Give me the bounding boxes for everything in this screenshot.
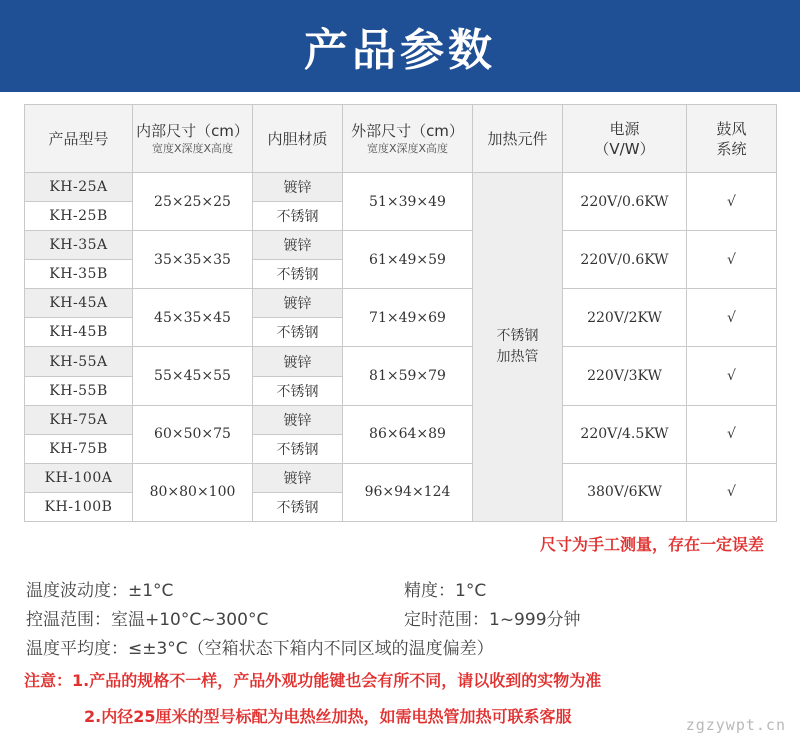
liner-material-cell: 镀锌: [253, 405, 343, 434]
outer-size-cell: 61×49×59: [343, 231, 473, 289]
outer-size-cell: 51×39×49: [343, 173, 473, 231]
liner-material-cell: 不锈钢: [253, 202, 343, 231]
spec-uniformity: 温度平均度：≤±3°C（空箱状态下箱内不同区域的温度偏差）: [26, 639, 494, 659]
model-cell: KH-35A: [25, 231, 133, 260]
inner-size-cell: 45×35×45: [133, 289, 253, 347]
title-banner: [0, 0, 800, 92]
header-inner-size: 内部尺寸（cm） 宽度X深度X高度: [133, 105, 253, 173]
model-cell: KH-75B: [25, 434, 133, 463]
spec-control-range: 控温范围：室温+10°C~300°C: [26, 610, 269, 630]
notice-line-1: 注意：1.产品的规格不一样，产品外观功能键也会有所不同，请以收到的实物为准: [24, 671, 602, 690]
spec-timer-range: 定时范围：1~999分钟: [404, 610, 581, 630]
table-row: [25, 405, 777, 434]
liner-material-cell: 镀锌: [253, 231, 343, 260]
header-power: 电源 （V/W）: [563, 105, 687, 173]
power-cell: 220V/0.6KW: [563, 231, 687, 289]
banner-title: 产品参数: [304, 25, 496, 76]
header-liner: 内胆材质: [253, 105, 343, 173]
liner-material-cell: 不锈钢: [253, 434, 343, 463]
inner-size-cell: 55×45×55: [133, 347, 253, 405]
table-row: [25, 463, 777, 492]
fan-check-cell: √: [687, 173, 777, 231]
liner-material-cell: 镀锌: [253, 463, 343, 492]
liner-material-cell: 镀锌: [253, 173, 343, 202]
spec-accuracy: 精度：1°C: [404, 581, 487, 601]
header-outer-size: 外部尺寸（cm） 宽度X深度X高度: [343, 105, 473, 173]
power-cell: 220V/4.5KW: [563, 405, 687, 463]
inner-size-cell: 60×50×75: [133, 405, 253, 463]
table-row: [25, 173, 777, 202]
outer-size-cell: 71×49×69: [343, 289, 473, 347]
fan-check-cell: √: [687, 347, 777, 405]
model-cell: KH-45B: [25, 318, 133, 347]
table-header-row: [25, 105, 777, 173]
model-cell: KH-100B: [25, 492, 133, 521]
measurement-note: 尺寸为手工测量，存在一定误差: [539, 535, 764, 554]
outer-size-cell: 86×64×89: [343, 405, 473, 463]
spec-table-body: [25, 173, 777, 522]
model-cell: KH-55A: [25, 347, 133, 376]
header-model: 产品型号: [25, 105, 133, 173]
spec-fluctuation: 温度波动度：±1°C: [26, 581, 174, 601]
liner-material-cell: 不锈钢: [253, 376, 343, 405]
model-cell: KH-25B: [25, 202, 133, 231]
inner-size-cell: 25×25×25: [133, 173, 253, 231]
spec-table: [24, 104, 777, 522]
fan-check-cell: √: [687, 463, 777, 521]
liner-material-cell: 不锈钢: [253, 318, 343, 347]
table-row: [25, 231, 777, 260]
fan-check-cell: √: [687, 405, 777, 463]
notice-line-2: 2.内径25厘米的型号标配为电热丝加热，如需电热管加热可联系客服: [84, 707, 572, 726]
table-row: [25, 289, 777, 318]
power-cell: 220V/0.6KW: [563, 173, 687, 231]
heater-value-line-1: 不锈钢: [496, 328, 539, 344]
heater-value-line-2: 加热管: [496, 349, 539, 365]
watermark: zgzywpt.cn: [685, 716, 786, 734]
header-fan: 鼓风 系统: [687, 105, 777, 173]
outer-size-cell: 81×59×79: [343, 347, 473, 405]
liner-material-cell: 不锈钢: [253, 492, 343, 521]
fan-check-cell: √: [687, 231, 777, 289]
model-cell: KH-75A: [25, 405, 133, 434]
inner-size-cell: 80×80×100: [133, 463, 253, 521]
liner-material-cell: 镀锌: [253, 289, 343, 318]
heater-cell: [473, 173, 563, 522]
power-cell: 220V/3KW: [563, 347, 687, 405]
liner-material-cell: 不锈钢: [253, 260, 343, 289]
model-cell: KH-55B: [25, 376, 133, 405]
model-cell: KH-25A: [25, 173, 133, 202]
model-cell: KH-35B: [25, 260, 133, 289]
model-cell: KH-100A: [25, 463, 133, 492]
liner-material-cell: 镀锌: [253, 347, 343, 376]
inner-size-cell: 35×35×35: [133, 231, 253, 289]
model-cell: KH-45A: [25, 289, 133, 318]
table-row: [25, 347, 777, 376]
fan-check-cell: √: [687, 289, 777, 347]
power-cell: 220V/2KW: [563, 289, 687, 347]
header-heater: 加热元件: [473, 105, 563, 173]
outer-size-cell: 96×94×124: [343, 463, 473, 521]
power-cell: 380V/6KW: [563, 463, 687, 521]
